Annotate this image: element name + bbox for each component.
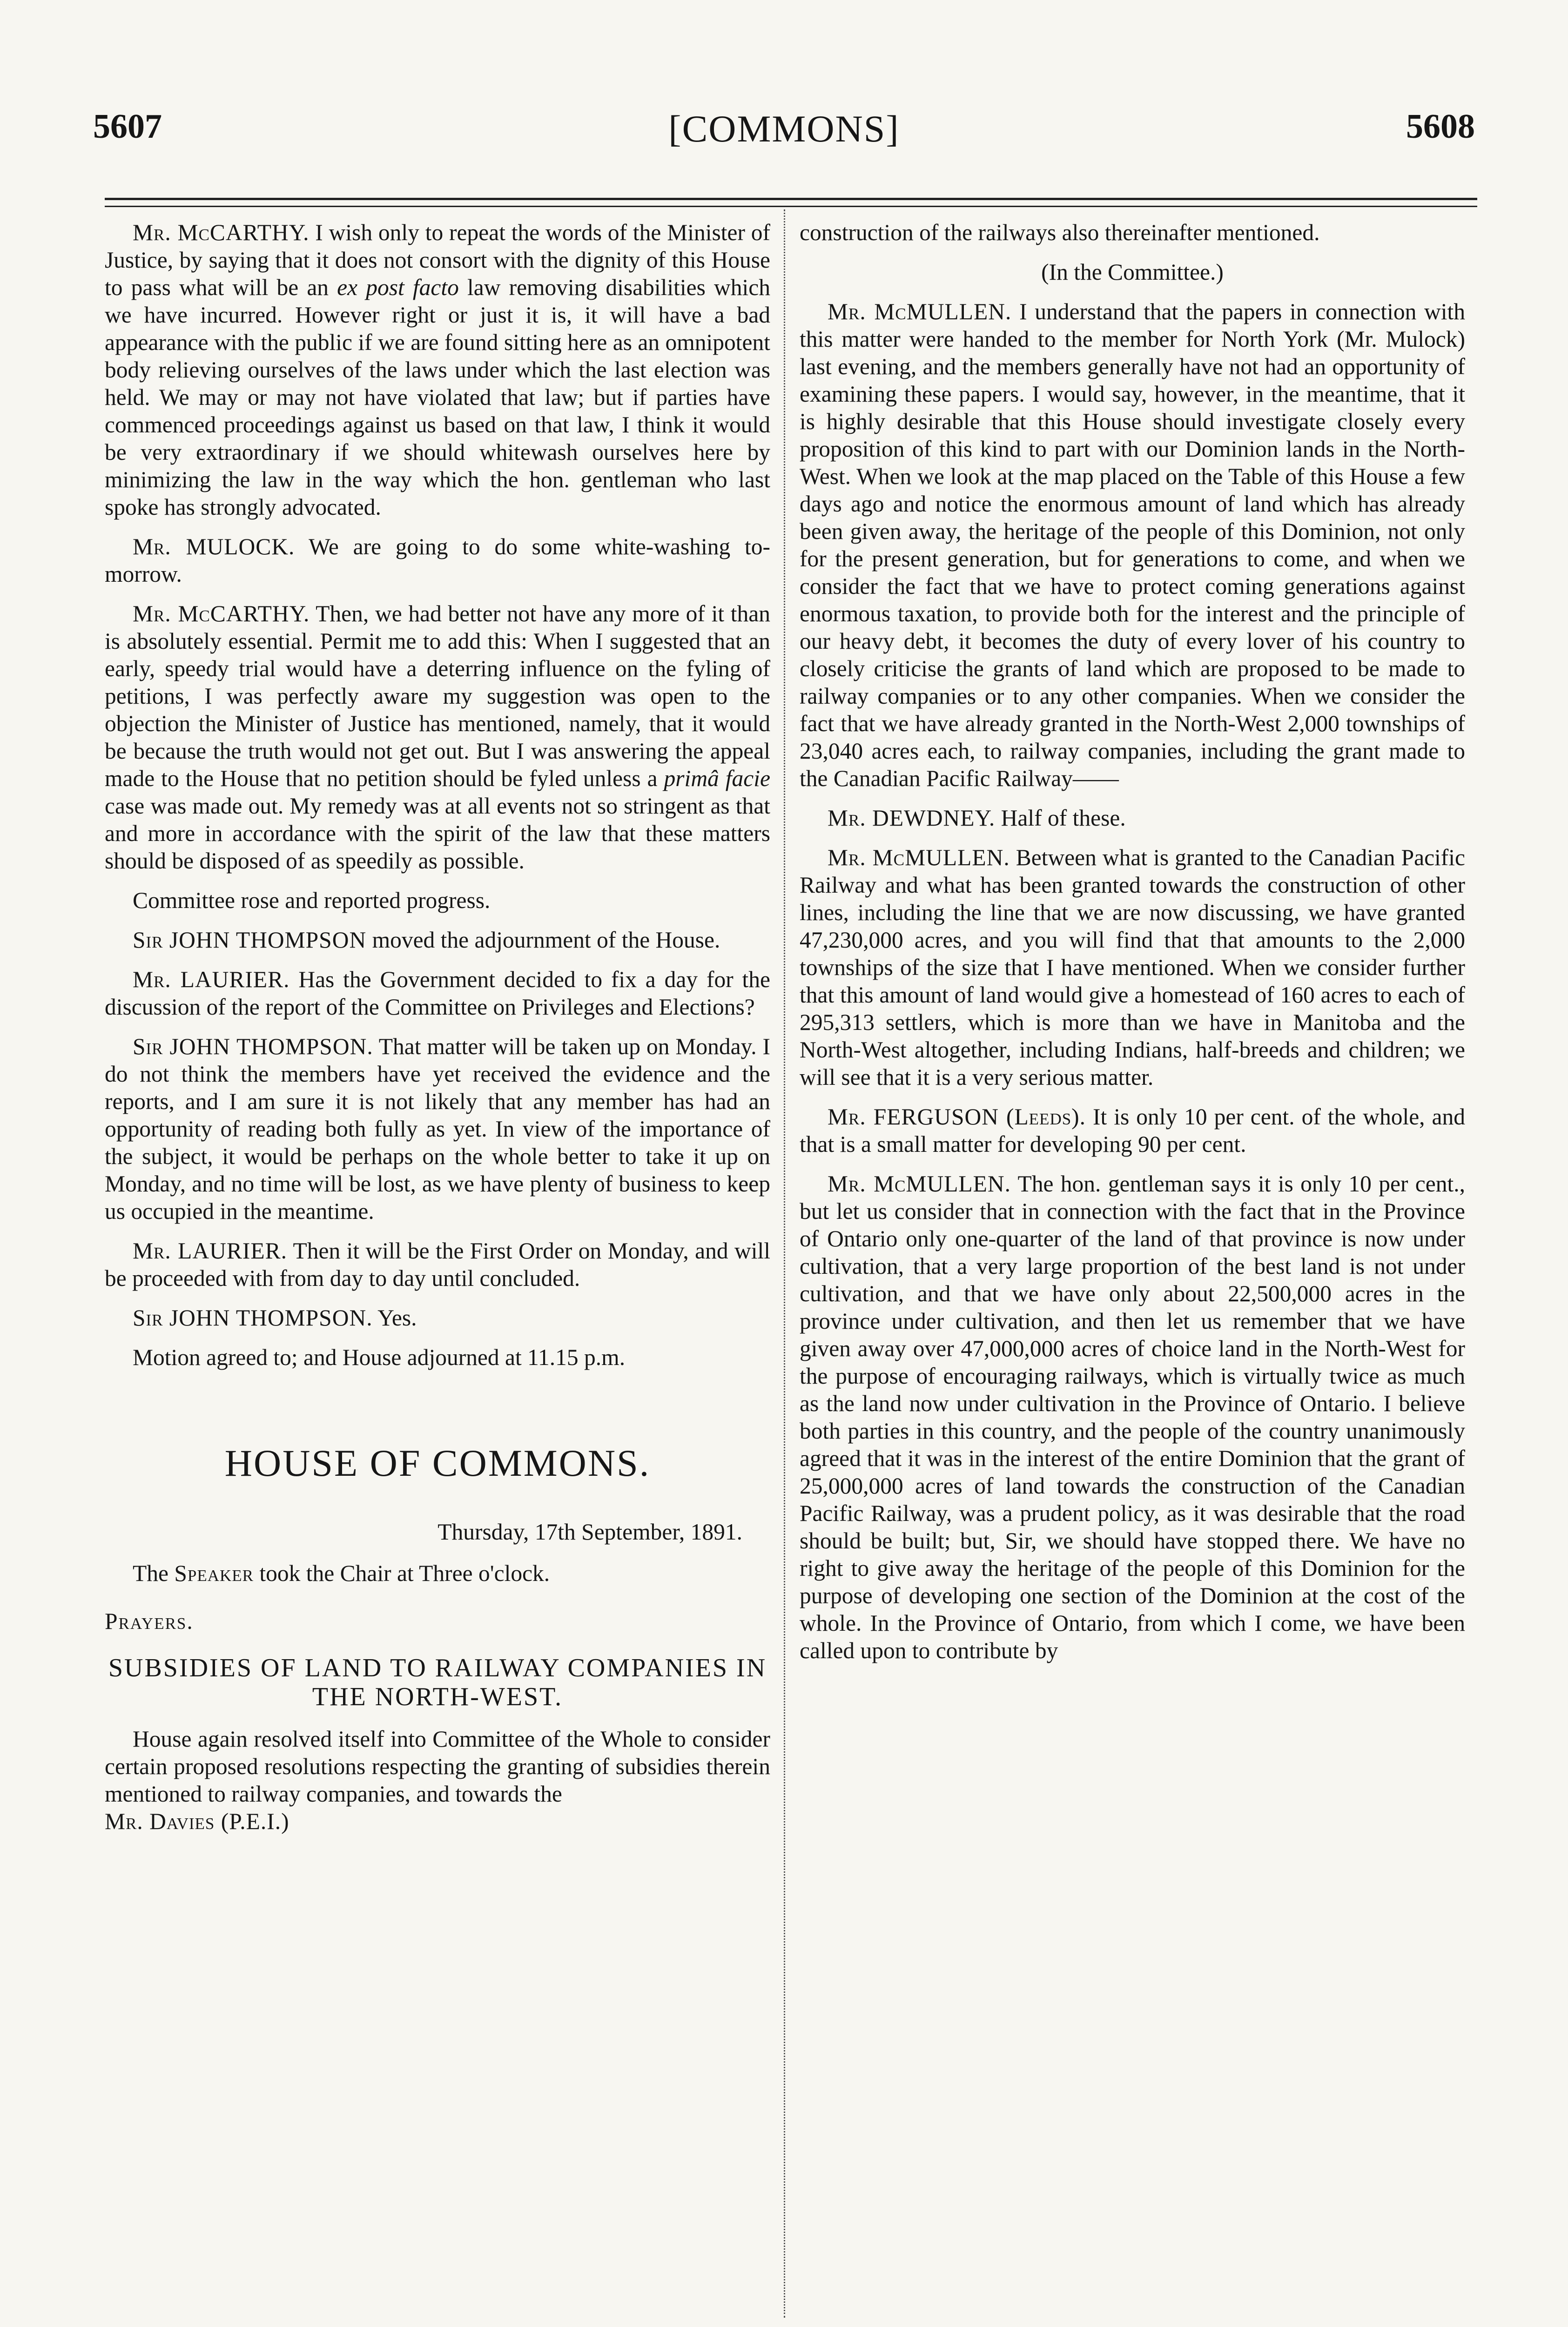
speech-text: moved the adjournment of the House. — [372, 927, 720, 953]
speech-paragraph — [800, 298, 1465, 792]
italic-phrase: ex post facto — [337, 275, 459, 300]
speech-text: Half of these. — [1001, 805, 1126, 831]
continuation-line: Mr. Davies (P.E.I.) — [105, 1809, 289, 1834]
speech-text: The hon. gentleman says it is only 10 per cent., but let us consider that in connection with the fact that in the Province of Ontario only one-quarter of the land of that province is now under cultivation, that a very large proportion of the best land is not under cultivation, and that we have only about 22,500,000 acres in the province under cultivation, and then let us remember that we have given away over 47,000,000 acres of choice land in the North-West for the purpose of encouraging railways, which is virtually twice as much as the land now under cultivation in the Province of Ontario. I believe both parties in this country, and the people of the country unanimously agreed that it was in the interest of the entire Dominion that the grant of 25,000,000 acres of land towards the construction of the Canadian Pacific Railway, was a prudent policy, as it was desirable that the road should be built; but, Sir, we should have stopped there. We have no right to give away the heritage of the people of this Dominion for the purpose of developing one section of the Dominion at the cost of the whole. In the Province of Ontario, from which I come, we have been called upon to contribute by — [800, 1171, 1465, 1663]
chair-text: The — [133, 1560, 168, 1586]
continued-text: construction of the railways also thereinafter mentioned. — [800, 220, 1320, 245]
speech-text: case was made out. My remedy was at all events not so stringent as that and more in accordance with the spirit of the law that these matters should be disposed of as speedily as possible. — [105, 793, 770, 874]
running-title: [COMMONS] — [668, 108, 900, 150]
speech-text: Yes. — [377, 1305, 417, 1331]
page-number-left: 5607 — [93, 108, 162, 146]
speech-paragraph — [105, 1237, 770, 1292]
italic-phrase: primâ facie — [664, 766, 770, 791]
header-rule-thin — [105, 206, 1477, 207]
speaker-name: Mr. LAURIER. — [133, 1238, 287, 1264]
procedural-note: Motion agreed to; and House adjourned at 11.15 p.m. — [133, 1345, 626, 1370]
speech-paragraph — [105, 600, 770, 874]
speech-paragraph — [105, 926, 770, 954]
speech-text: I wish only to repeat the words of the Minister of Justice, by saying that it does not consort with the dignity of this House to pass what will be an — [105, 220, 771, 300]
speech-text: Then, we had better not have any more of it than is absolutely essential. Permit me to add this: When I suggested that an early, speedy trial would have a deterring influence on the fyling of petitions, I was perfectly aware my suggestion was open to the objection the Minister of Justice has mentioned, namely, that it would be because the truth would not get out. But I was answering the appeal made to the House that no petition should be fyled unless a — [105, 601, 770, 791]
speech-text: I understand that the papers in connection with this matter were handed to the member for North York (Mr. Mulock) last evening, and the members generally have not had an opportunity of examining these papers. I would say, however, in the meantime, that it is highly desirable that this House should investigate closely every proposition of this kind to part with our Dominion lands in the North-West. When we look at the map placed on the Table of this House a few days ago and notice the enormous amount of land which has already been given away, the heritage of the people of this Dominion, not only for the present generation, but for generations to come, and when we consider the fact that we have to protect coming generations against enormous taxation, to provide both for the interest and the principle of our heavy debt, it becomes the duty of every lover of his country to closely criticise the grants of land which are proposed to be made to railway companies or to any other companies. When we consider the fact that we have already granted in the North-West 2,000 townships of 23,040 acres each, to railway companies, including the grant made to the Canadian Pacific Railway—— — [800, 299, 1466, 791]
page-number-right: 5608 — [1406, 108, 1475, 146]
speaker-name: Sir JOHN THOMPSON. — [133, 1034, 373, 1059]
speech-paragraph — [800, 1170, 1465, 1664]
speech-text: Then it will be the First Order on Monday, and will be proceeded with from day to day until concluded. — [105, 1238, 771, 1291]
speech-text: We are going to do some white-washing to-morrow. — [105, 534, 771, 587]
left-column — [105, 219, 770, 1835]
speech-text: That matter will be taken up on Monday. I do not think the members have yet received the evidence and the reports, and I am sure it is not likely that any member has had an opportunity of reading both fully as yet. In view of the importance of the subject, it would be perhaps on the whole better to take it up on Monday, and no time will be lost, as we have plenty of business to keep us occupied in the meantime. — [105, 1034, 770, 1224]
column-divider — [784, 209, 785, 2318]
right-column — [800, 219, 1465, 1664]
speech-paragraph — [105, 533, 770, 588]
speaker-name: Mr. McCARTHY. — [133, 601, 310, 626]
speech-paragraph — [105, 1033, 770, 1225]
speech-paragraph — [105, 219, 770, 521]
speaker-name: Mr. LAURIER. — [133, 967, 290, 992]
speaker-name: Mr. FERGUSON (Leeds). — [828, 1104, 1086, 1130]
speaker-title: Speaker — [174, 1560, 254, 1586]
sitting-date: Thursday, 17th September, 1891. — [437, 1519, 742, 1545]
page-header — [93, 107, 1475, 172]
section-heading: HOUSE OF COMMONS. — [224, 1442, 651, 1484]
speaker-name: Sir JOHN THOMPSON. — [133, 1305, 373, 1331]
speaker-name: Mr. DEWDNEY. — [828, 805, 996, 831]
speech-paragraph — [800, 804, 1465, 832]
speech-text: law removing disabilities which we have incurred. However right or just it is, it will have a bad appearance with the public if we are found sitting here as an omnipotent body relieving ourselves of the laws under which the last election was held. We may or may not have violated that law; but if parties have commenced proceedings against us based on that law, I think it would be very extraordinary if we should whitewash ourselves here by minimizing the law in the way which the hon. gentleman who last spoke has strongly advocated. — [105, 275, 770, 520]
procedural-note: Committee rose and reported progress. — [133, 888, 491, 913]
speaker-name: Mr. MULOCK. — [133, 534, 295, 559]
speech-paragraph — [105, 1304, 770, 1332]
committee-label: (In the Committee.) — [1041, 259, 1224, 285]
speaker-name: Mr. McMULLEN. — [828, 1171, 1011, 1197]
speech-text: It is only 10 per cent. of the whole, and that is a small matter for developing 90 per cent. — [800, 1104, 1465, 1157]
speech-text: Between what is granted to the Canadian Pacific Railway and what has been granted towards the construction of other lines, including the line that we are now discussing, we have granted 47,230,000 acres, and you will find that that amounts to the 2,000 townships of the size that I have mentioned. When we consider further that this amount of land would give a homestead of 160 acres to each of 295,313 settlers, which is more than we have in Manitoba and the North-West altogether, including Indians, half-breeds and children; we will see that it is a very serious matter. — [800, 845, 1465, 1090]
header-rule-thick — [105, 198, 1477, 200]
speech-paragraph — [800, 844, 1465, 1091]
chair-text: took the Chair at Three o'clock. — [259, 1560, 550, 1586]
speaker-name: Sir JOHN THOMPSON — [133, 927, 367, 953]
speaker-name: Mr. McMULLEN. — [828, 299, 1012, 324]
speech-paragraph — [105, 966, 770, 1021]
procedural-note: House again resolved itself into Committee of the Whole to consider certain proposed resolutions respecting the granting of subsidies therein mentioned to railway companies, and towards the — [105, 1726, 770, 1807]
debate-subheading: SUBSIDIES OF LAND TO RAILWAY COMPANIES IN THE NORTH-WEST. — [108, 1654, 767, 1711]
speaker-name: Mr. McMULLEN. — [828, 845, 1010, 870]
speech-paragraph — [800, 1103, 1465, 1158]
speech-text: Has the Government decided to fix a day for the discussion of the report of the Committee on Privileges and Elections? — [105, 967, 771, 1020]
procedural-note — [105, 1560, 770, 1587]
speaker-name: Mr. McCARTHY. — [133, 220, 310, 245]
prayers-label: Prayers. — [105, 1608, 194, 1634]
